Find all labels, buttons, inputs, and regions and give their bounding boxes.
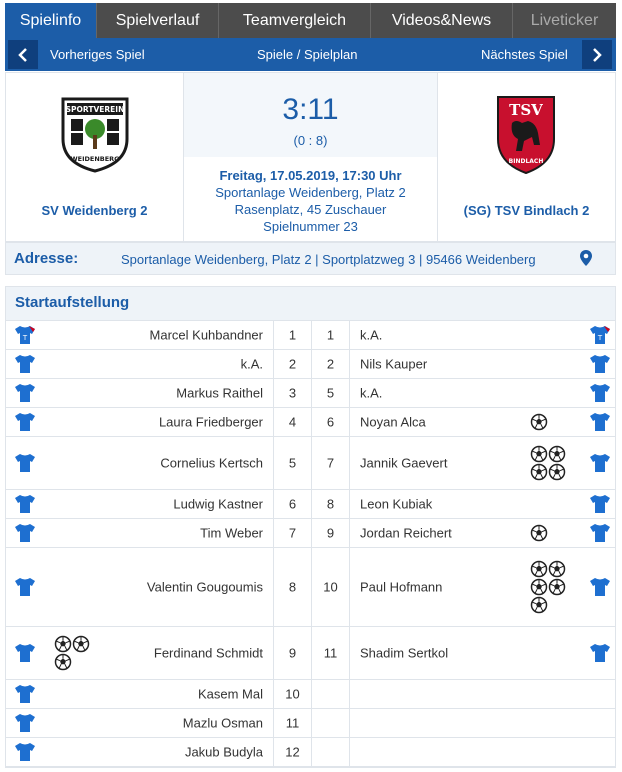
- away-shirt-number: 2: [326, 356, 335, 372]
- home-team-logo[interactable]: [59, 95, 131, 173]
- away-shirt-number-cell: [311, 709, 349, 737]
- goal-indicators: [54, 635, 90, 671]
- away-player-cell: [349, 709, 617, 737]
- away-player-cell: [349, 321, 617, 349]
- away-player-cell: [349, 738, 617, 766]
- home-player-cell: [6, 437, 273, 489]
- away-team-name[interactable]: (SG) TSV Bindlach 2: [463, 203, 590, 218]
- jersey-icon: [589, 325, 611, 345]
- football-icon: [548, 578, 566, 596]
- football-icon: [530, 445, 548, 463]
- starting-lineup: [5, 286, 616, 768]
- home-player-cell: [6, 548, 273, 626]
- jersey-icon: [14, 383, 36, 403]
- home-shirt-number-cell: [273, 548, 311, 626]
- home-player-cell: [6, 490, 273, 518]
- jersey-icon: [14, 577, 36, 597]
- match-pitch-spectators: Rasenplatz, 45 Zuschauer: [234, 202, 387, 217]
- away-logo-text-bottom: BINDLACH: [508, 158, 544, 165]
- away-player-cell: [349, 350, 617, 378]
- halftime-score: (0 : 8): [293, 133, 328, 148]
- jersey-icon: [14, 742, 36, 762]
- home-player-cell: [6, 379, 273, 407]
- football-icon: [530, 524, 548, 542]
- away-shirt-number-cell: [311, 627, 349, 679]
- home-player-cell: [6, 738, 273, 766]
- match-center: [183, 73, 438, 241]
- home-player-cell: [6, 709, 273, 737]
- home-shirt-number: 12: [285, 744, 300, 760]
- away-shirt-number-cell: [311, 490, 349, 518]
- home-team-name[interactable]: SV Weidenberg 2: [41, 203, 148, 218]
- previous-match-link[interactable]: Vorheriges Spiel: [50, 47, 145, 62]
- home-shirt-number: 11: [285, 715, 300, 731]
- next-match-link[interactable]: Nächstes Spiel: [481, 47, 568, 62]
- jersey-icon: [589, 383, 611, 403]
- home-shirt-number-cell: [273, 408, 311, 436]
- away-shirt-number: 9: [326, 525, 335, 541]
- jersey-icon: [589, 453, 611, 473]
- football-icon: [530, 560, 548, 578]
- football-icon: [530, 596, 548, 614]
- previous-match-button[interactable]: [8, 40, 38, 69]
- home-shirt-number-cell: [273, 490, 311, 518]
- home-shirt-number-cell: [273, 709, 311, 737]
- jersey-icon: [589, 523, 611, 543]
- away-player-name[interactable]: Jannik Gaevert: [360, 455, 448, 471]
- football-icon: [54, 653, 72, 671]
- jersey-icon: [14, 643, 36, 663]
- away-player-name[interactable]: Noyan Alca: [360, 414, 426, 430]
- home-shirt-number: 4: [288, 414, 297, 430]
- home-player-name[interactable]: Laura Friedberger: [158, 414, 263, 430]
- away-shirt-number-cell: [311, 738, 349, 766]
- home-shirt-number: 5: [288, 455, 297, 471]
- home-shirt-number: 2: [288, 356, 297, 372]
- address-label: Adresse:: [14, 250, 79, 267]
- home-shirt-number-cell: [273, 350, 311, 378]
- home-player-name[interactable]: Kasem Mal: [197, 686, 263, 702]
- goal-indicators: [530, 445, 566, 481]
- away-shirt-number: 8: [326, 496, 335, 512]
- svg-text:T: T: [22, 334, 28, 342]
- away-player-name[interactable]: Paul Hofmann: [360, 579, 443, 595]
- home-player-cell: [6, 321, 273, 349]
- match-header: [5, 72, 616, 242]
- next-match-button[interactable]: [582, 40, 612, 69]
- map-pin-icon[interactable]: [579, 249, 593, 267]
- away-player-name[interactable]: Leon Kubiak: [360, 496, 433, 512]
- away-player-cell: [349, 490, 617, 518]
- jersey-icon: [14, 453, 36, 473]
- fixtures-link[interactable]: Spiele / Spielplan: [257, 47, 358, 62]
- home-player-name[interactable]: Ludwig Kastner: [173, 496, 263, 512]
- jersey-icon: [14, 494, 36, 514]
- away-player-name[interactable]: k.A.: [360, 385, 383, 401]
- home-player-cell: [6, 680, 273, 708]
- jersey-icon: [14, 684, 36, 704]
- lineup-row: [6, 490, 615, 519]
- home-player-name[interactable]: Valentin Gougoumis: [146, 579, 263, 595]
- away-player-cell: [349, 627, 617, 679]
- goal-indicators: [530, 560, 566, 614]
- match-number: Spielnummer 23: [263, 219, 358, 234]
- goal-indicators: [530, 413, 566, 431]
- final-score: 3:11: [282, 93, 339, 126]
- main-tabs: [5, 3, 616, 38]
- away-player-cell: [349, 379, 617, 407]
- match-datetime: Freitag, 17.05.2019, 17:30 Uhr: [219, 168, 402, 183]
- away-team: [438, 73, 615, 241]
- away-shirt-number: 6: [326, 414, 335, 430]
- lineup-row: [6, 627, 615, 680]
- home-shirt-number-cell: [273, 379, 311, 407]
- tab-spielinfo[interactable]: Spielinfo: [5, 3, 97, 38]
- away-team-logo[interactable]: [494, 93, 558, 175]
- football-icon: [54, 635, 72, 653]
- away-shirt-number-cell: [311, 321, 349, 349]
- home-shirt-number: 9: [288, 645, 297, 661]
- address-bar: [5, 242, 616, 275]
- football-icon: [548, 560, 566, 578]
- tab-liveticker: Liveticker: [530, 11, 599, 29]
- lineup-header: [6, 287, 615, 321]
- away-shirt-number: 11: [323, 645, 338, 661]
- away-player-name[interactable]: Nils Kauper: [360, 356, 428, 372]
- home-player-name[interactable]: Tim Weber: [200, 525, 263, 541]
- jersey-icon: [589, 354, 611, 374]
- lineup-row: [6, 321, 615, 350]
- home-shirt-number: 3: [288, 385, 297, 401]
- football-icon: [530, 578, 548, 596]
- home-player-cell: [6, 627, 273, 679]
- jersey-icon: [589, 643, 611, 663]
- lineup-row: [6, 709, 615, 738]
- away-shirt-number-cell: [311, 408, 349, 436]
- lineup-row: [6, 350, 615, 379]
- away-shirt-number: 1: [326, 327, 335, 343]
- jersey-icon: [14, 713, 36, 733]
- match-navigation: [5, 38, 616, 71]
- home-shirt-number-cell: [273, 627, 311, 679]
- score-panel: [184, 73, 437, 157]
- football-icon: [72, 635, 90, 653]
- football-icon: [548, 445, 566, 463]
- away-shirt-number-cell: [311, 437, 349, 489]
- match-details: [184, 167, 437, 235]
- home-logo-text-bottom: WEIDENBERG: [70, 155, 120, 163]
- football-icon: [548, 463, 566, 481]
- tab-videos-news[interactable]: Videos&News: [371, 3, 513, 38]
- home-shirt-number: 1: [288, 327, 297, 343]
- lineup-row: [6, 379, 615, 408]
- home-shirt-number-cell: [273, 519, 311, 547]
- home-shirt-number: 8: [288, 579, 297, 595]
- home-player-name[interactable]: Jakub Budyla: [184, 744, 263, 760]
- lineup-row: [6, 437, 615, 490]
- home-player-name[interactable]: Cornelius Kertsch: [160, 455, 263, 471]
- home-player-cell: [6, 408, 273, 436]
- home-shirt-number-cell: [273, 437, 311, 489]
- football-icon: [530, 463, 548, 481]
- away-player-cell: [349, 548, 617, 626]
- away-player-cell: [349, 408, 617, 436]
- home-shirt-number: 6: [288, 496, 297, 512]
- jersey-icon: [14, 412, 36, 432]
- jersey-icon: [589, 577, 611, 597]
- tab-spielverlauf[interactable]: Spielverlauf: [97, 3, 219, 38]
- home-shirt-number-cell: [273, 680, 311, 708]
- chevron-left-icon: [17, 47, 29, 63]
- lineup-row: [6, 548, 615, 627]
- jersey-icon: [14, 325, 36, 345]
- home-player-name[interactable]: Ferdinand Schmidt: [153, 645, 263, 661]
- svg-text:T: T: [597, 334, 603, 342]
- away-shirt-number: 5: [326, 385, 335, 401]
- away-shirt-number: 7: [326, 455, 335, 471]
- jersey-icon: [14, 523, 36, 543]
- home-logo-text-top: SPORTVEREIN: [65, 105, 125, 114]
- home-player-name[interactable]: Marcel Kuhbandner: [149, 327, 263, 343]
- goal-indicators: [530, 524, 566, 542]
- home-player-name[interactable]: Markus Raithel: [176, 385, 263, 401]
- home-shirt-number: 10: [285, 686, 300, 702]
- away-shirt-number: 10: [323, 579, 338, 595]
- home-shirt-number-cell: [273, 738, 311, 766]
- away-shirt-number-cell: [311, 680, 349, 708]
- away-player-name[interactable]: Shadim Sertkol: [360, 645, 449, 661]
- match-venue: Sportanlage Weidenberg, Platz 2: [215, 185, 406, 200]
- lineup-title: Startaufstellung: [15, 294, 130, 311]
- away-shirt-number-cell: [311, 379, 349, 407]
- lineup-row: [6, 408, 615, 437]
- address-link[interactable]: Sportanlage Weidenberg, Platz 2 | Sportplatzweg 3 | 95466 Weidenberg: [121, 252, 536, 267]
- away-player-name[interactable]: Jordan Reichert: [360, 525, 452, 541]
- away-player-cell: [349, 680, 617, 708]
- home-player-name[interactable]: Mazlu Osman: [182, 715, 263, 731]
- home-shirt-number: 7: [288, 525, 297, 541]
- away-player-cell: [349, 519, 617, 547]
- lineup-row: [6, 680, 615, 709]
- football-icon: [530, 413, 548, 431]
- home-player-name[interactable]: k.A.: [240, 356, 263, 372]
- away-shirt-number-cell: [311, 519, 349, 547]
- jersey-icon: [589, 494, 611, 514]
- away-shirt-number-cell: [311, 548, 349, 626]
- chevron-right-icon: [591, 47, 603, 63]
- lineup-row: [6, 519, 615, 548]
- away-player-cell: [349, 437, 617, 489]
- away-logo-text-top: TSV: [509, 101, 543, 119]
- home-shirt-number-cell: [273, 321, 311, 349]
- jersey-icon: [589, 412, 611, 432]
- home-team: [6, 73, 183, 241]
- home-player-cell: [6, 350, 273, 378]
- jersey-icon: [14, 354, 36, 374]
- tab-teamvergleich[interactable]: Teamvergleich: [219, 3, 371, 38]
- lineup-row: [6, 738, 615, 767]
- away-player-name[interactable]: k.A.: [360, 327, 383, 343]
- away-shirt-number-cell: [311, 350, 349, 378]
- home-player-cell: [6, 519, 273, 547]
